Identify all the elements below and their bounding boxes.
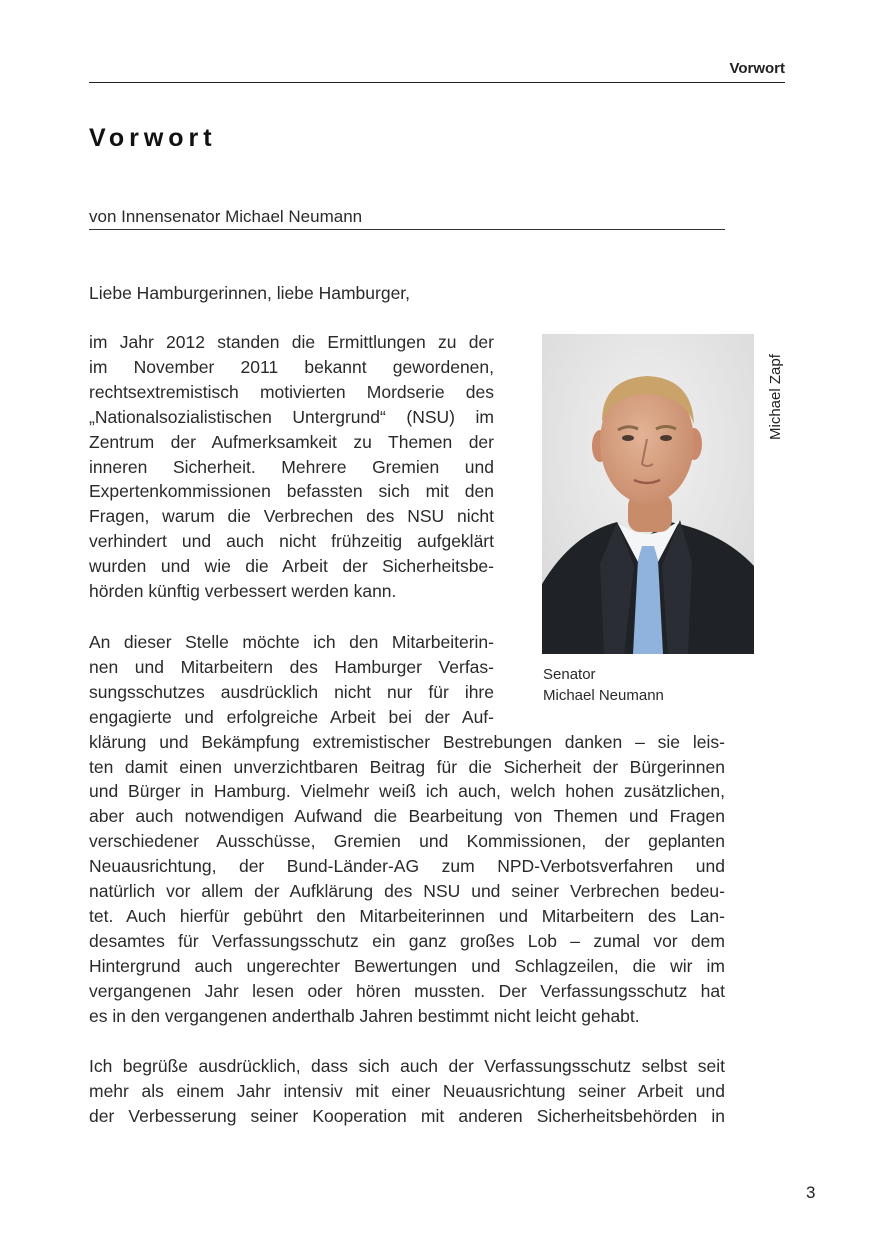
text-line: nen und Mitarbeitern des Hamburger Verfas- <box>89 656 494 677</box>
text-line: hörden künftig verbessert werden kann. <box>89 581 397 602</box>
running-header-title: Vorwort <box>729 60 785 77</box>
text-line: tet. Auch hierfür gebührt den Mitarbeiterinnen und Mitarbeitern des Lan- <box>89 905 725 926</box>
salutation: Liebe Hamburgerinnen, liebe Hamburger, <box>89 283 411 303</box>
text-line: im November 2011 bekannt gewordenen, <box>89 356 494 377</box>
caption-line: Senator <box>543 666 596 683</box>
text-line: im Jahr 2012 standen die Ermittlungen zu der <box>89 332 494 352</box>
text-line: inneren Sicherheit. Mehrere Gremien und <box>89 456 494 477</box>
text-line: klärung und Bekämpfung extremistischer Bestrebungen danken – sie leis- <box>89 731 725 752</box>
text-line: sungsschutzes ausdrücklich nicht nur für ihre <box>89 681 494 702</box>
text-line: wurden und wie die Arbeit der Sicherheitsbe- <box>89 556 494 577</box>
header-rule <box>89 82 785 83</box>
text-line: es in den vergangenen anderthalb Jahren bestimmt nicht leicht gehabt. <box>89 1005 640 1026</box>
text-line: engagierte und erfolgreiche Arbeit bei der Auf- <box>89 706 494 727</box>
text-line: ten damit einen unverzichtbaren Beitrag für die Sicherheit der Bürgerinnen <box>89 756 725 777</box>
text-line: Neuausrichtung, der Bund-Länder-AG zum NPD-Verbotsverfahren und <box>89 856 725 877</box>
photo-credit: Michael Zapf <box>767 354 784 440</box>
text-line: „Nationalsozialistischen Untergrund“ (NSU) im <box>89 406 494 427</box>
photo-caption <box>543 664 664 706</box>
text-line: Ich begrüße ausdrücklich, dass sich auch der Verfassungsschutz selbst seit <box>89 1056 725 1076</box>
paragraph-1 <box>89 330 494 604</box>
text-line: und Bürger in Hamburg. Vielmehr weiß ich auch, welch hohen zusätzlichen, <box>89 781 725 802</box>
text-line: desamtes für Verfassungsschutz ein ganz großes Lob – zumal vor dem <box>89 930 725 951</box>
text-line: aber auch notwendigen Aufwand die Bearbeitung von Themen und Fragen <box>89 806 725 827</box>
text-line: rechtsextremistisch motivierten Mordserie des <box>89 381 494 402</box>
text-line: verhindert und auch nicht frühzeitig aufgeklärt <box>89 531 494 552</box>
text-line: natürlich vor allem der Aufklärung des NSU und seiner Verbrechen bedeu- <box>89 881 725 902</box>
text-line: verschiedener Ausschüsse, Gremien und Kommissionen, der geplanten <box>89 831 725 852</box>
text-line: Expertenkommissionen befassten sich mit den <box>89 481 494 502</box>
page-title: Vorwort <box>89 124 217 152</box>
portrait-photo <box>542 334 754 654</box>
text-line: Fragen, warum die Verbrechen des NSU nicht <box>89 506 494 527</box>
text-line: der Verbesserung seiner Kooperation mit anderen Sicherheitsbehörden in <box>89 1105 725 1126</box>
page-number: 3 <box>806 1183 816 1202</box>
text-line: Zentrum der Aufmerksamkeit zu Themen der <box>89 431 494 452</box>
portrait-illustration <box>542 334 754 654</box>
paragraph-3 <box>89 1054 725 1129</box>
text-line: An dieser Stelle möchte ich den Mitarbeiterin- <box>89 632 494 652</box>
text-line: Hintergrund auch ungerechter Bewertungen und Schlagzeilen, die wir im <box>89 955 725 976</box>
caption-line: Michael Neumann <box>543 687 664 704</box>
text-line: vergangenen Jahr lesen oder hören mussten. Der Verfassungsschutz hat <box>89 980 725 1001</box>
byline: von Innensenator Michael Neumann <box>89 207 725 230</box>
text-line: mehr als einem Jahr intensiv mit einer Neuausrichtung seiner Arbeit und <box>89 1080 725 1101</box>
